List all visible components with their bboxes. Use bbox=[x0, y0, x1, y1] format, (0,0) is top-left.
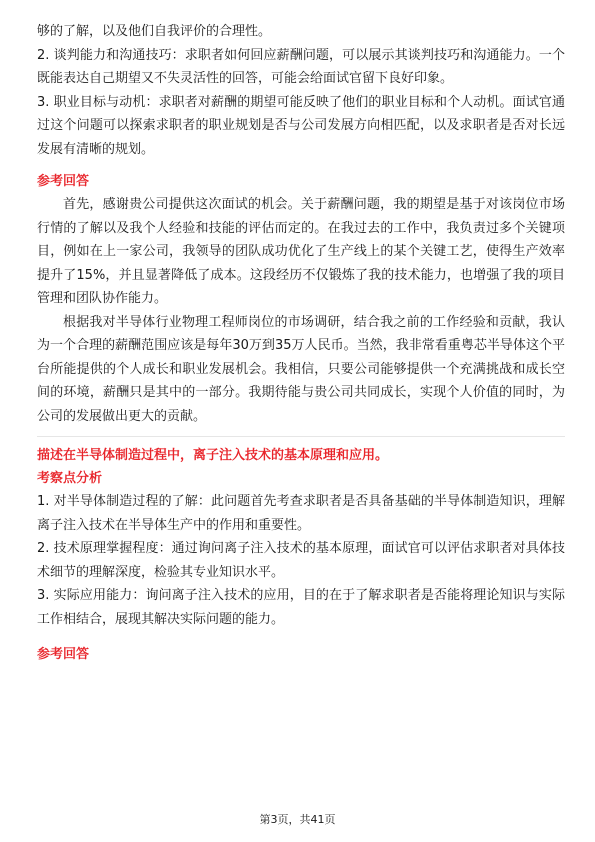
page-content bbox=[37, 20, 565, 666]
analysis-point-1: 1. 对半导体制造过程的了解：此问题首先考查求职者是否具备基础的半导体制造知识，理解离子注入技术在半导体生产中的作用和重要性。 bbox=[37, 494, 565, 533]
analysis-point-3: 3. 实际应用能力：询问离子注入技术的应用，目的在于了解求职者是否能将理论知识与实际工作相结合，展现其解决实际问题的能力。 bbox=[37, 588, 565, 627]
reference-answer-heading: 参考回答 bbox=[37, 174, 90, 189]
page-number: 第3页，共41页 bbox=[259, 813, 336, 826]
section-divider bbox=[37, 436, 565, 437]
analysis-point-2: 2. 谈判能力和沟通技巧：求职者如何回应薪酬问题，可以展示其谈判技巧和沟通能力。一个既能表达自己期望又不失灵活性的回答，可能会给面试官留下良好印象。 bbox=[37, 47, 565, 86]
question-title: 描述在半导体制造过程中，离子注入技术的基本原理和应用。 bbox=[37, 448, 389, 463]
answer-paragraph-2: 根据我对半导体行业物理工程师岗位的市场调研，结合我之前的工作经验和贡献，我认为一个合理的薪酬范围应该是每年30万到35万人民币。当然，我非常看重粤芯半导体这个平台所能提供的个人成长和职业发展机会。我相信，只要公司能够提供一个充满挑战和成长空间的环境，薪酬只是其中的一部分。我期待能与贵公司共同成长，实现个人价值的同时，为公司的发展做出更大的贡献。 bbox=[37, 314, 565, 424]
answer-paragraph-1: 首先，感谢贵公司提供这次面试的机会。关于薪酬问题，我的期望是基于对该岗位市场行情的了解以及我个人经验和技能的评估而定的。在我过去的工作中，我负责过多个关键项目，例如在上一家公司，我领导的团队成功优化了生产线上的某个关键工艺，使得生产效率提升了15%，并且显著降低了成本。这段经历不仅锻炼了我的技术能力，也增强了我的项目管理和团队协作能力。 bbox=[37, 197, 565, 306]
analysis-heading: 考察点分析 bbox=[37, 471, 103, 486]
analysis-point-2: 2. 技术原理掌握程度：通过询问离子注入技术的基本原理，面试官可以评估求职者对具体技术细节的理解深度，检验其专业知识水平。 bbox=[37, 541, 565, 580]
reference-answer-heading: 参考回答 bbox=[37, 647, 90, 662]
analysis-point-3: 3. 职业目标与动机：求职者对薪酬的期望可能反映了他们的职业目标和个人动机。面试官通过这个问题可以探索求职者的职业规划是否与公司发展方向相匹配，以及求职者是否对长远发展有清晰的规划。 bbox=[37, 94, 565, 157]
paragraph-continuation: 够的了解，以及他们自我评价的合理性。 bbox=[37, 24, 272, 39]
